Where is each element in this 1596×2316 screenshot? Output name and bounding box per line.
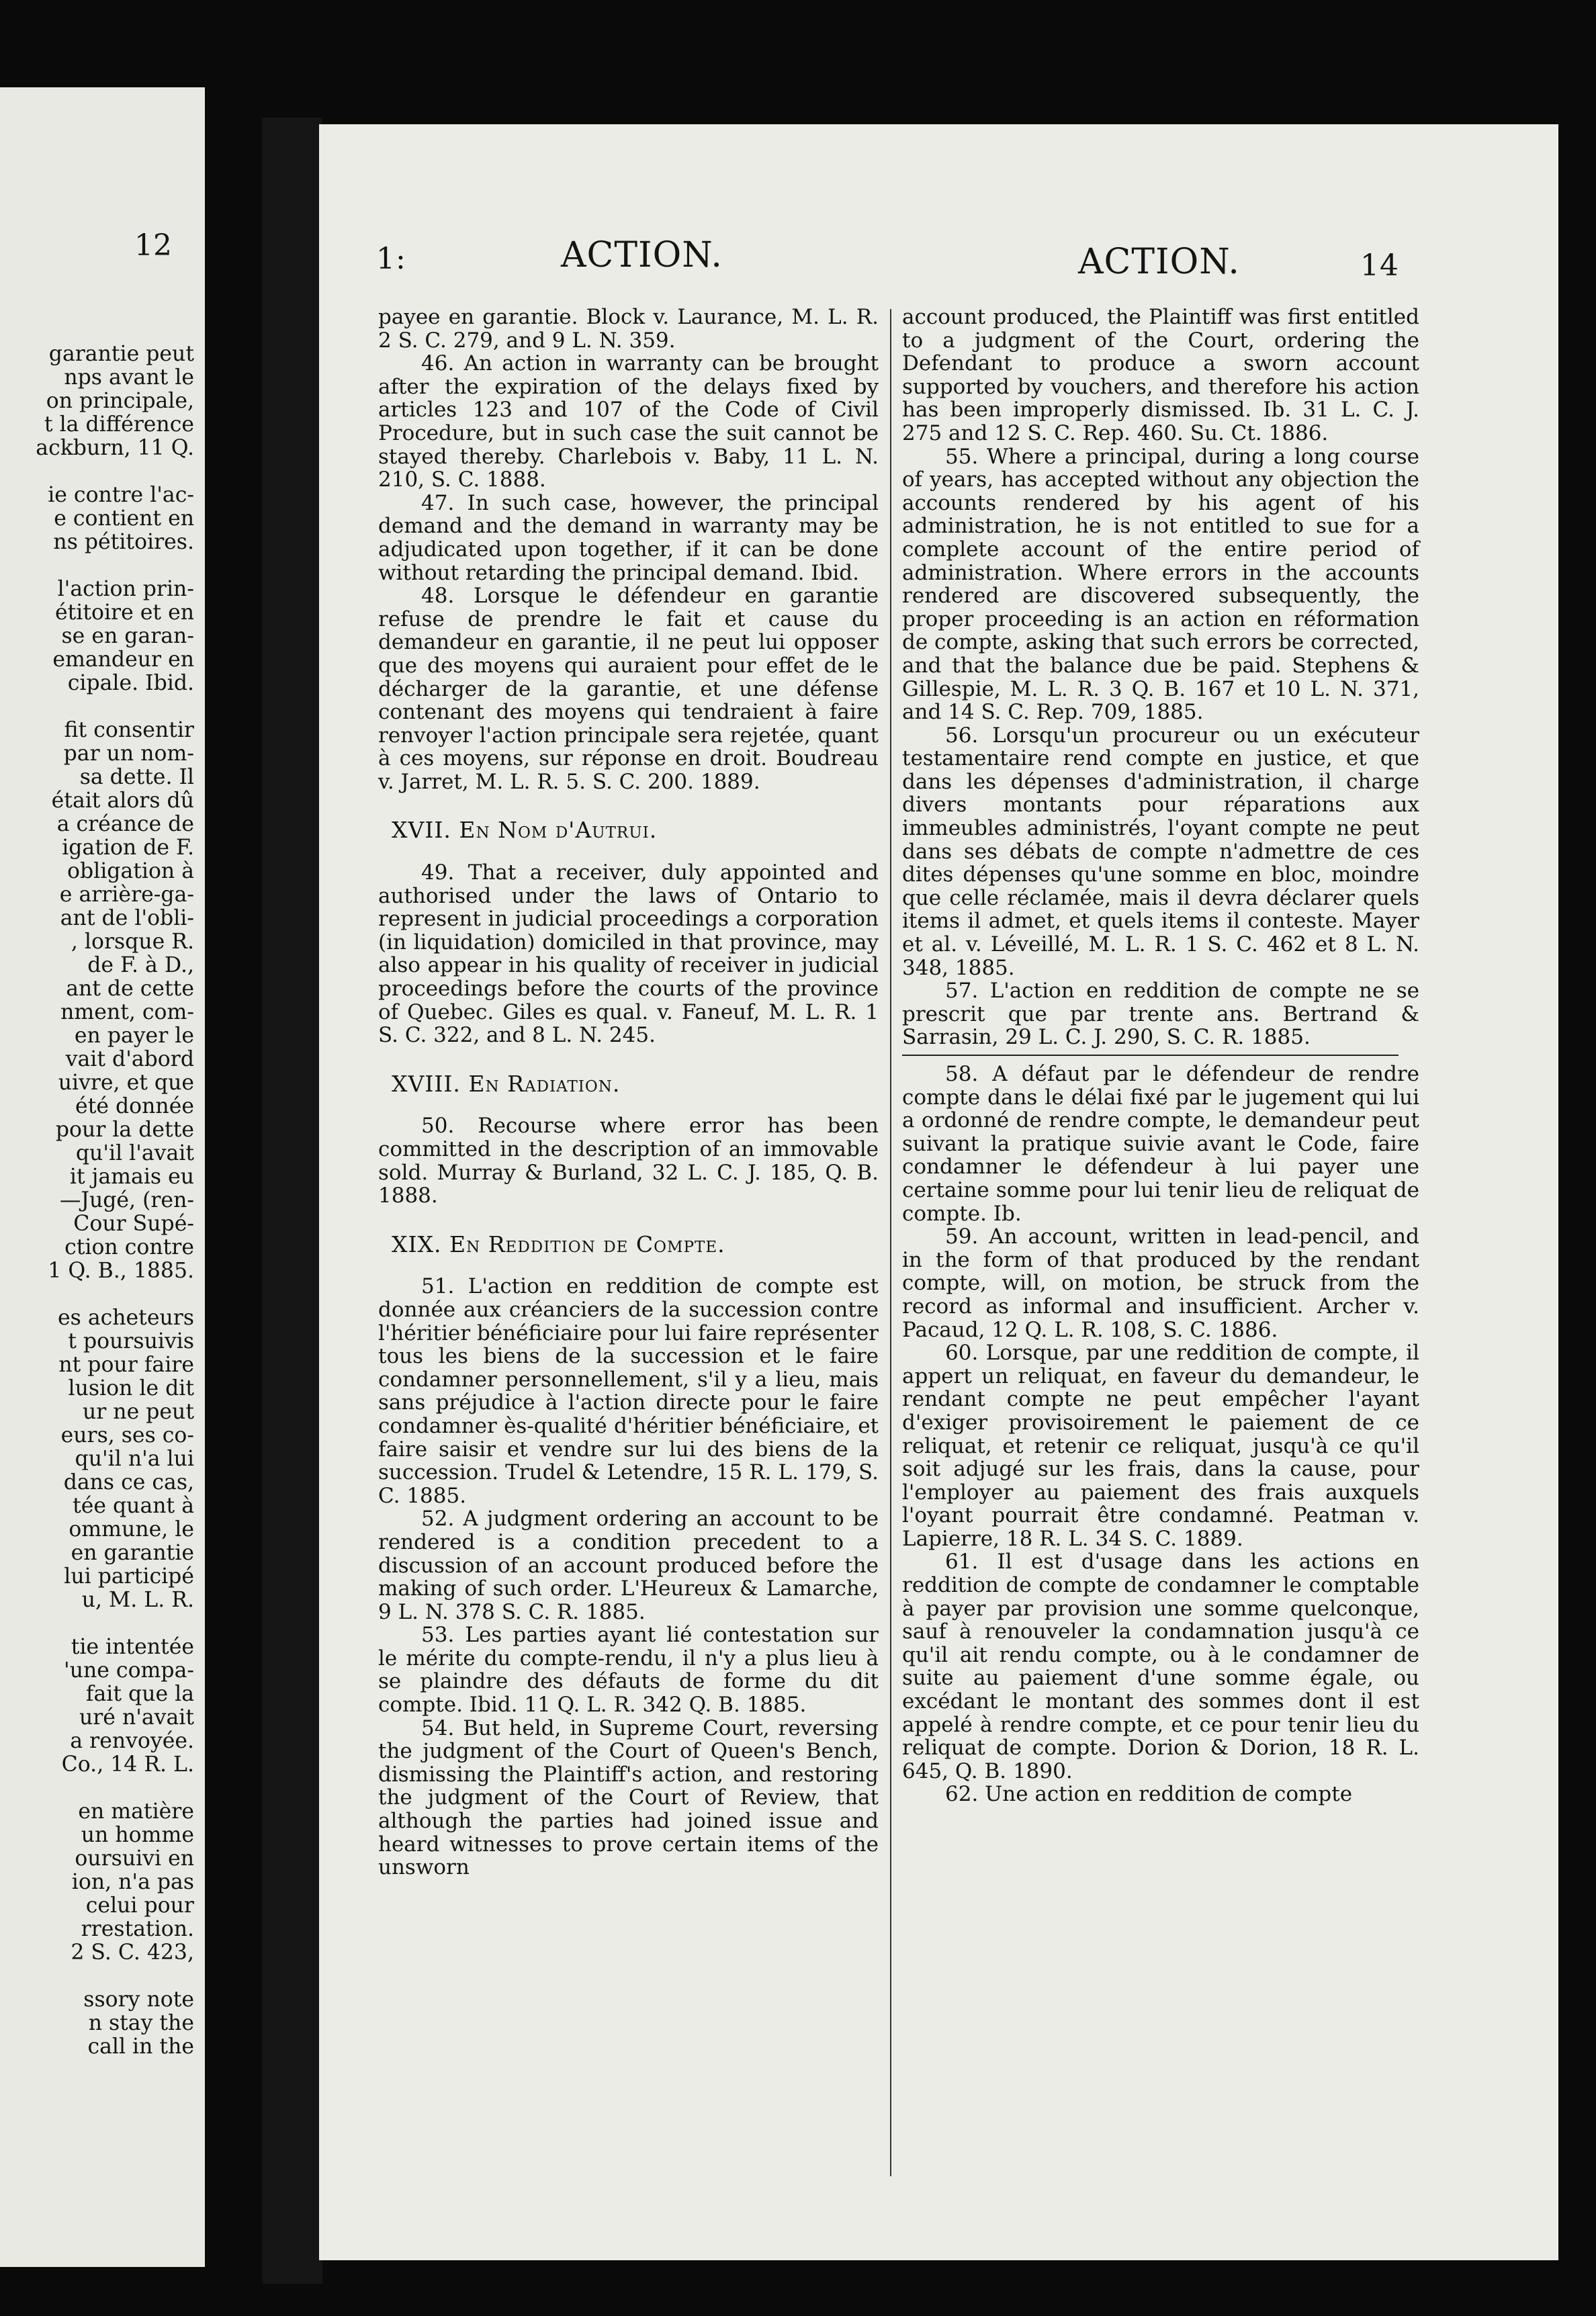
- previous-page-line: était alors dû: [51, 789, 194, 813]
- paragraph-62: 62. Une action en reddition de compte: [945, 1782, 1353, 1807]
- previous-page-line: dans ce cas,: [63, 1470, 194, 1495]
- previous-page-line: nt pour faire: [58, 1353, 194, 1377]
- previous-page-line: sa dette. Il: [79, 765, 194, 789]
- previous-page-text: [0, 343, 194, 2059]
- section-heading-19: XIX. En Reddition de Compte.: [392, 1231, 725, 1257]
- left-running-title: ACTION.: [561, 235, 723, 275]
- previous-page-number: 12: [134, 228, 172, 263]
- previous-page-line: 2 S. C. 423,: [71, 1941, 194, 1965]
- right-running-title: ACTION.: [1078, 242, 1240, 282]
- previous-page-line: call in the: [87, 2035, 194, 2059]
- previous-page-line: rrestation.: [81, 1917, 194, 1941]
- previous-page-line: étitoire et en: [54, 600, 194, 625]
- previous-page-line: été donnée: [75, 1094, 194, 1118]
- previous-page-line: qu'il l'avait: [75, 1141, 194, 1165]
- previous-page-line: uré n'avait: [79, 1705, 194, 1730]
- left-column: [378, 306, 879, 1879]
- previous-page-line: t la différence: [44, 412, 194, 437]
- previous-page-line: [0, 1612, 194, 1636]
- paragraph-53: 53. Les parties ayant lié contestation sur le mérite du compte-rendu, il n'y a plus lieu à se plaindre des défauts de forme du dit compte. Ibid. 11 Q. L. R. 342 Q. B. 1885.: [378, 1623, 879, 1718]
- previous-page-line: ant de l'obli-: [60, 906, 194, 930]
- book-page: [319, 124, 1558, 2260]
- previous-page-line: ns pétitoires.: [53, 530, 194, 554]
- previous-page-line: oursuivi en: [75, 1846, 194, 1871]
- previous-page-line: —Jugé, (ren-: [59, 1188, 194, 1212]
- previous-page-line: lui participé: [64, 1564, 194, 1589]
- paragraph-54-continued: account produced, the Plaintiff was first entitled to a judgment of the Court, ordering the Defendant to produce a sworn account supported by vouchers, and therefore his action has been improperly dismissed. Ib. 31 L. C. J. 275 and 12 S. C. Rep. 460. Su. Ct. 1886.: [902, 305, 1419, 445]
- paragraph-50: 50. Recourse where error has been committed in the description of an immovable sold. Murray & Burland, 32 L. C. J. 185, Q. B. 1888.: [378, 1114, 879, 1208]
- paragraph-61: 61. Il est d'usage dans les actions en reddition de compte de condamner le comptable à payer par provision une somme quelconque, sauf à renouveler la condamnation jusqu'à ce qu'il ait rendu compte, ou à le condamner de suite au paiement d'une somme égale, ou excédant le montant des sommes dont il est appelé à rendre compte, et ce pour tenir lieu du reliquat de compte. Dorion & Dorion, 18 R. L. 645, Q. B. 1890.: [902, 1550, 1419, 1783]
- previous-page-line: l'action prin-: [57, 577, 194, 601]
- previous-page-line: ion, n'a pas: [71, 1870, 194, 1894]
- paragraph-49: 49. That a receiver, duly appointed and authorised under the laws of Ontario to represent in judicial proceedings a corporation (in liquidation) domiciled in that province, may also appear in his quality of receiver in judicial proceedings before the courts of the province of Quebec. Giles es qual. v. Faneuf, M. L. R. 1 S. C. 322, and 8 L. N. 245.: [378, 860, 879, 1048]
- paragraph-52: 52. A judgment ordering an account to be rendered is a condition precedent to a discussion of an account produced before the making of such order. L'Heureux & Lamarche, 9 L. N. 378 S. C. R. 1885.: [378, 1507, 879, 1624]
- previous-page-line: pour la dette: [55, 1118, 194, 1142]
- previous-page-line: cipale. Ibid.: [67, 671, 194, 695]
- paragraph-60: 60. Lorsque, par une reddition de compte, il appert un reliquat, en faveur du demandeur, le rendant compte ne peut empêcher l'ayant d'exiger provisoirement le paiement de ce reliquat, et retenir ce reliquat, jusqu'à ce qu'il soit adjugé sur les frais, dans la cause, pour l'employer au paiement des frais auxquels l'oyant pourrait être condamné. Peatman v. Lapierre, 18 R. L. 34 S. C. 1889.: [902, 1341, 1419, 1551]
- previous-page-line: ant de cette: [66, 977, 194, 1001]
- previous-page-line: e contient en: [54, 506, 194, 531]
- previous-page-line: nps avant le: [64, 365, 194, 390]
- previous-page-line: nment, com-: [60, 1000, 194, 1024]
- previous-page-line: se en garan-: [61, 624, 194, 648]
- previous-page-line: n stay the: [88, 2011, 194, 2035]
- previous-page-line: a renvoyée.: [70, 1729, 194, 1753]
- previous-page-line: lusion le dit: [68, 1376, 194, 1400]
- previous-page-line: a créance de: [56, 812, 194, 836]
- previous-page-line: obligation à: [67, 859, 194, 883]
- paragraph-55: 55. Where a principal, during a long course of years, has accepted without any objection the accounts rendered by his agent of his administration, he is not entitled to sue for a complete account of the entire period of administration. Where errors in the accounts rendered are discovered subsequently, the proper proceeding is an action en réformation de compte, asking that such errors be corrected, and that the balance due be paid. Stephens & Gillespie, M. L. R. 3 Q. B. 167 et 10 L. N. 371, and 14 S. C. Rep. 709, 1885.: [902, 444, 1419, 725]
- paragraph-54: 54. But held, in Supreme Court, reversing the judgment of the Court of Queen's Bench, dismissing the Plaintiff's action, and restoring the judgment of the Court of Review, that although the parties had joined issue and heard witnesses to prove certain items of the unsworn: [378, 1716, 879, 1880]
- previous-page-line: en matière: [78, 1799, 194, 1824]
- paragraph-58: 58. A défaut par le défendeur de rendre compte dans le délai fixé par le jugement qui lui a ordonné de rendre compte, le demandeur peut suivant la pratique suivie avant le Code, faire condamner le défendeur à lui payer une certaine somme pour lui tenir lieu de reliquat de compte. Ib.: [902, 1062, 1419, 1226]
- previous-page-line: par un nom-: [63, 742, 194, 766]
- book-gutter: [262, 118, 322, 2284]
- paragraph-51: 51. L'action en reddition de compte est donnée aux créanciers de la succession contre l'héritier bénéficiaire pour lui faire représenter tous les biens de la succession et le faire condamner personnellement, s'il y a lieu, mais sans préjudice à l'action directe pour le faire condamner ès-qualité d'héritier bénéficiaire, et faire saisir et vendre sur lui des biens de la succession. Trudel & Letendre, 15 R. L. 179, S. C. 1885.: [378, 1274, 879, 1508]
- section-heading-18: XVIII. En Radiation.: [392, 1070, 621, 1097]
- right-column: [902, 306, 1419, 1806]
- previous-page-line: fit consentir: [64, 718, 194, 742]
- previous-page-line: t poursuivis: [68, 1329, 194, 1353]
- paragraph-48: 48. Lorsque le défendeur en garantie refuse de prendre le fait et cause du demandeur en garantie, il ne peut lui opposer que des moyens qui auraient pour effet de le décharger de la garantie, et une défense contenant des moyens qui tendraient à faire renvoyer l'action principale sera rejetée, quant à ces moyens, sur réponse en droit. Boudreau v. Jarret, M. L. R. 5. S. C. 200. 1889.: [378, 584, 879, 794]
- previous-page-line: it jamais eu: [69, 1165, 194, 1189]
- previous-page-line: igation de F.: [62, 836, 194, 860]
- previous-page-line: en payer le: [74, 1024, 194, 1048]
- previous-page-line: tée quant à: [73, 1494, 194, 1518]
- previous-page-line: tie intentée: [71, 1635, 194, 1659]
- previous-page-line: on principale,: [46, 389, 194, 413]
- separator-rule: [902, 1055, 1399, 1056]
- previous-page-line: en garantie: [71, 1541, 194, 1565]
- previous-page-line: [0, 1777, 194, 1800]
- previous-page-line: fait que la: [85, 1682, 194, 1706]
- previous-page-line: [0, 695, 194, 719]
- previous-page-line: ackburn, 11 Q.: [36, 436, 194, 460]
- previous-page-line: uivre, et que: [58, 1071, 194, 1095]
- previous-page-line: e arrière-ga-: [59, 883, 194, 907]
- previous-page-line: ction contre: [64, 1235, 194, 1259]
- column-divider: [890, 309, 891, 2176]
- paragraph-46: 46. An action in warranty can be brought after the expiration of the delays fixed by articles 123 and 107 of the Code of Civil Procedure, but in such case the suit cannot be stayed thereby. Charlebois v. Baby, 11 L. N. 210, S. C. 1888.: [378, 351, 879, 492]
- paragraph-47: 47. In such case, however, the principal demand and the demand in warranty may be adjudicated upon together, if it can be done without retarding the principal demand. Ibid.: [378, 490, 879, 585]
- paragraph-56: 56. Lorsqu'un procureur ou un exécuteur testamentaire rend compte en justice, et que dans les dépenses d'administration, il charge divers montants pour réparations aux immeubles administrés, l'oyant compte ne peut dans ses débats de compte n'admettre de ces dites dépenses qu'une somme en bloc, moindre que celle réclamée, mais il devra déclarer quels items il admet, et quels items il conteste. Mayer et al. v. Léveillé, M. L. R. 1 S. C. 462 et 8 L. N. 348, 1885.: [902, 723, 1419, 980]
- previous-page-line: celui pour: [85, 1894, 194, 1918]
- previous-page-line: [0, 554, 194, 578]
- paragraph-57: 57. L'action en reddition de compte ne se prescrit que par trente ans. Bertrand & Sarrasin, 29 L. C. J. 290, S. C. R. 1885.: [902, 979, 1419, 1050]
- previous-page-line: ommune, le: [69, 1517, 194, 1542]
- previous-page-line: vait d'abord: [65, 1047, 194, 1071]
- previous-page-line: Co., 14 R. L.: [61, 1752, 194, 1777]
- previous-page-line: [0, 460, 194, 484]
- previous-page-line: de F. à D.,: [87, 953, 194, 977]
- previous-page-line: ssory note: [83, 1988, 194, 2012]
- left-page-number: 1:: [376, 242, 406, 276]
- previous-page-line: es acheteurs: [58, 1306, 194, 1330]
- previous-page-line: eurs, ses co-: [60, 1423, 194, 1448]
- previous-page-line: un homme: [81, 1823, 194, 1847]
- previous-page-line: emandeur en: [52, 648, 194, 672]
- previous-page-line: u, M. L. R.: [81, 1588, 194, 1612]
- paragraph-59: 59. An account, written in lead-pencil, and in the form of that produced by the rendant compte, will, on motion, be struck from the record as informal and insufficient. Archer v. Pacaud, 12 Q. L. R. 108, S. C. 1886.: [902, 1224, 1419, 1342]
- previous-page-line: ur ne peut: [82, 1400, 194, 1424]
- previous-page-line: , lorsque R.: [71, 930, 194, 954]
- previous-page-line: [0, 1283, 194, 1306]
- previous-page-line: [0, 1965, 194, 1988]
- paragraph-45-continued: payee en garantie. Block v. Laurance, M. L. R. 2 S. C. 279, and 9 L. N. 359.: [378, 305, 879, 353]
- previous-page-line: Cour Supé-: [73, 1212, 194, 1236]
- previous-page-line: qu'il n'a lui: [75, 1447, 194, 1471]
- right-page-number: 14: [1360, 249, 1399, 283]
- previous-page-line: 'une compa-: [64, 1658, 194, 1683]
- previous-page-line: 1 Q. B., 1885.: [48, 1259, 194, 1283]
- section-heading-17: XVII. En Nom d'Autrui.: [392, 817, 658, 844]
- previous-page-line: garantie peut: [48, 342, 194, 366]
- previous-page-fragment: [0, 87, 205, 2267]
- previous-page-line: ie contre l'ac-: [48, 483, 194, 507]
